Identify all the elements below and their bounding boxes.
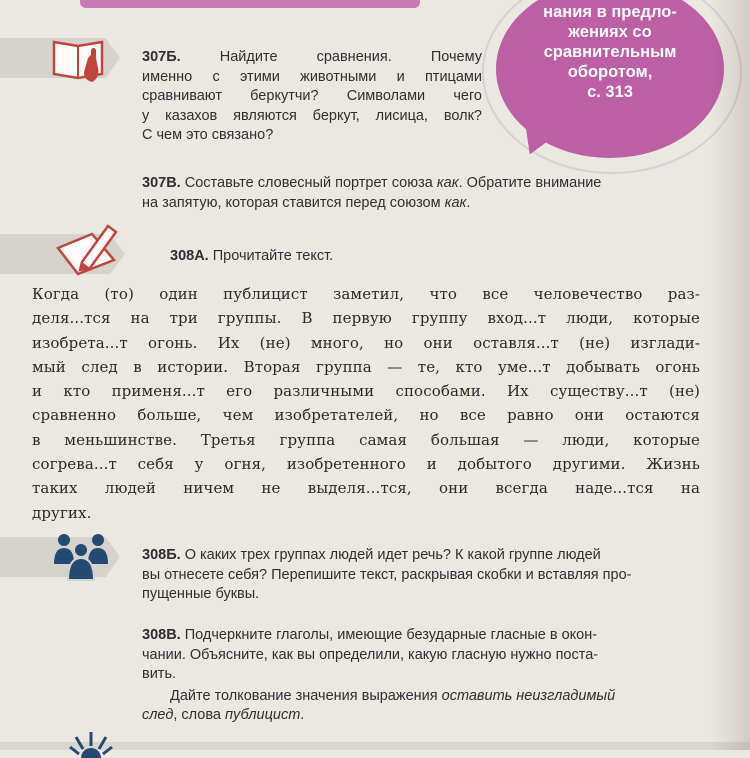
- task-number: 308В.: [142, 627, 181, 643]
- task-text: . Обратите внимание: [458, 175, 602, 191]
- passage-line: таких людей ничем не выделя...тся, они всегда наде...тся на: [32, 479, 700, 498]
- passage-line: в меньшинстве. Третья группа самая большая — люди, которые: [32, 430, 700, 449]
- task-line: [142, 194, 702, 214]
- task-number: 308Б.: [142, 547, 181, 563]
- bubble-line: сравнительным: [543, 43, 677, 61]
- passage-line: изобрета...т огонь. Их (не) много, но они оставля...т (не) изглади-: [32, 333, 700, 352]
- task-307v: [142, 174, 702, 213]
- task-line: чании. Объясните, как вы определили, какую гласную нужно поста-: [142, 646, 599, 663]
- task-text: .: [466, 194, 471, 211]
- passage-line: сравненно больше, чем изобретателей, но все равно они остаются: [32, 406, 700, 425]
- task-text: , слова: [173, 707, 225, 723]
- passage-line: Когда (то) один публицист заметил, что все человечество раз-: [32, 285, 700, 303]
- task-line: [142, 48, 482, 68]
- bubble-line: нания в предло-: [543, 3, 677, 21]
- task-extra: [142, 687, 702, 707]
- task-308a: [170, 247, 333, 267]
- task-line: [142, 706, 702, 726]
- passage-line: и кто применя...т его различными способами. Их существу...т (не): [32, 382, 700, 401]
- task-text: .: [300, 707, 305, 723]
- task-number: 307Б.: [142, 49, 181, 65]
- passage-line: деля...тся на три группы. В первую группу вход...т люди, которые: [32, 309, 700, 328]
- task-line: именно с этими животными и птицами: [142, 68, 482, 85]
- book-hand-icon: [48, 34, 114, 84]
- task-308v: [142, 626, 702, 726]
- task-line: вы отнесете себя? Перепишите текст, раскрывая скобки и вставляя про-: [142, 566, 632, 583]
- task-307b: [142, 48, 482, 146]
- pencil-icon: [52, 220, 124, 278]
- bubble-line: с. 313: [587, 83, 633, 101]
- task-text: Составьте словесный портрет союза: [184, 175, 437, 191]
- task-line: [142, 546, 702, 566]
- task-line: у казахов являются беркут, лисица, волк?: [142, 107, 482, 124]
- bubble-line: жениях со: [568, 23, 652, 41]
- passage-line: других.: [32, 503, 92, 522]
- passage-line: мый след в истории. Вторая группа — те, кто уме...т добывать огонь: [32, 357, 700, 376]
- task-line: вить.: [142, 666, 177, 682]
- task-line: сравнивают беркутчи? Символами чего: [142, 88, 482, 104]
- task-text: Подчеркните глаголы, имеющие безударные гласные в окон-: [184, 627, 598, 643]
- task-line: С чем это связано?: [142, 127, 274, 143]
- task-number: 307В.: [142, 175, 181, 191]
- task-text: О каких трех группах людей идет речь? К какой группе людей: [184, 547, 601, 563]
- task-text: Дайте толкование значения выражения: [170, 687, 442, 704]
- task-308b: [142, 546, 702, 605]
- sunburst-icon: [68, 728, 114, 758]
- passage-line: согрева...т себя у огня, изобретенного и добытого другими. Жизнь: [32, 455, 700, 474]
- task-line: [142, 626, 702, 646]
- reading-passage: [32, 282, 700, 525]
- task-text: на запятую, которая ставится перед союзом: [142, 194, 445, 211]
- task-italic: след: [142, 707, 174, 723]
- top-accent-bar: [80, 0, 420, 8]
- task-line: пущенные буквы.: [142, 586, 260, 602]
- task-text: Найдите сравнения. Почему: [219, 49, 483, 65]
- reference-bubble-text: [506, 2, 714, 102]
- task-italic: как: [444, 194, 467, 211]
- bubble-line: оборотом,: [567, 63, 653, 81]
- group-people-icon: [52, 528, 110, 582]
- page-shadow: [710, 0, 750, 750]
- task-italic: оставить неизгладимый: [441, 687, 616, 704]
- task-line: [142, 174, 702, 194]
- task-number: 308А.: [170, 248, 209, 264]
- task-italic: публицист: [224, 707, 301, 723]
- task-italic: как: [436, 175, 459, 191]
- task-text: Прочитайте текст.: [212, 248, 334, 264]
- task-line: [170, 687, 702, 707]
